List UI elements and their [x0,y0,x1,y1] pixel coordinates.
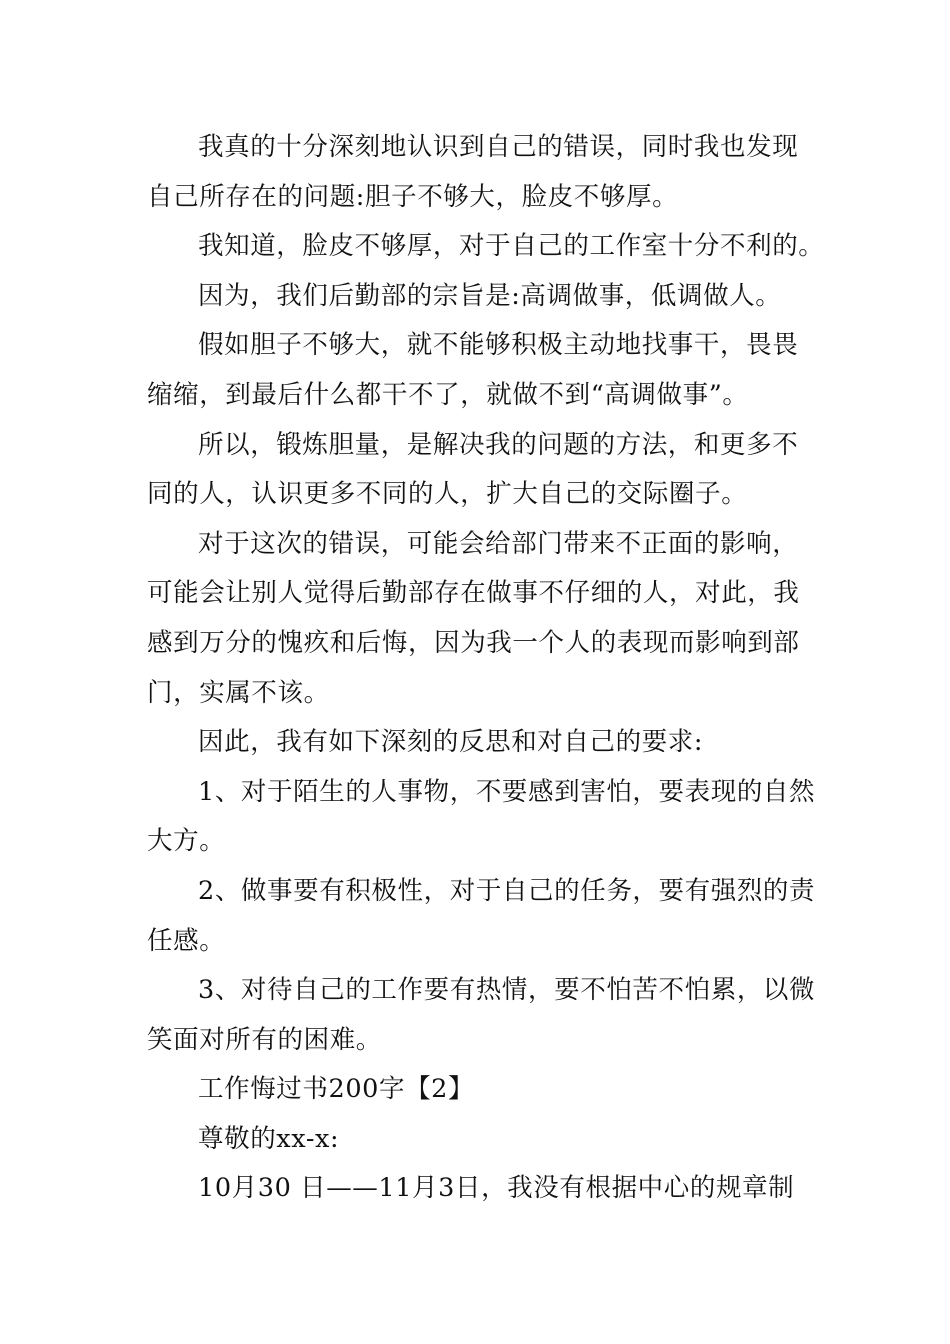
list-item-text: 2、做事要有积极性，对于自己的任务，要有强烈的责 [198,875,816,906]
text-line: 因为，我们后勤部的宗旨是:高调做事，低调做人。 [198,280,782,311]
text-line: 所以，锻炼胆量，是解决我的问题的方法，和更多不 [198,429,799,460]
text-line: 自己所存在的问题:胆子不够大，脸皮不够厚。 [147,181,679,212]
list-item-text: 3、对待自己的工作要有热情，要不怕苦不怕累，以微 [198,975,816,1006]
text-line: 我真的十分深刻地认识到自己的错误，同时我也发现 [198,132,799,162]
text-line: 因此，我有如下深刻的反思和对自己的要求: [198,727,704,758]
text-line: 感到万分的愧疚和后悔，因为我一个人的表现而影响到部 [147,627,800,658]
text-line: 对于这次的错误，可能会给部门带来不正面的影响， [198,528,799,559]
text-line: 同的人，认识更多不同的人，扩大自己的交际圈子。 [147,479,748,510]
text-line: 门，实属不该。 [147,677,330,708]
section-heading: 工作悔过书200字【2】 [198,1074,475,1105]
list-item-text: 大方。 [147,826,226,857]
text-line: 10月30 日——11月3日，我没有根据中心的规章制 [198,1173,795,1204]
salutation: 尊敬的xx-x: [198,1123,340,1154]
text-line: 缩缩，到最后什么都干不了，就做不到“高调做事”。 [147,379,749,410]
text-line: 假如胆子不够大，就不能够积极主动地找事干，畏畏 [198,330,799,361]
text-line: 我知道，脸皮不够厚，对于自己的工作室十分不利的。 [198,231,825,262]
list-item-text: 任感。 [147,925,226,956]
list-item-text: 1、对于陌生的人事物，不要感到害怕，要表现的自然 [198,776,816,807]
text-line: 可能会让别人觉得后勤部存在做事不仔细的人，对此，我 [147,578,800,609]
list-item-text: 笑面对所有的困难。 [147,1024,382,1055]
document-body [147,123,825,1214]
